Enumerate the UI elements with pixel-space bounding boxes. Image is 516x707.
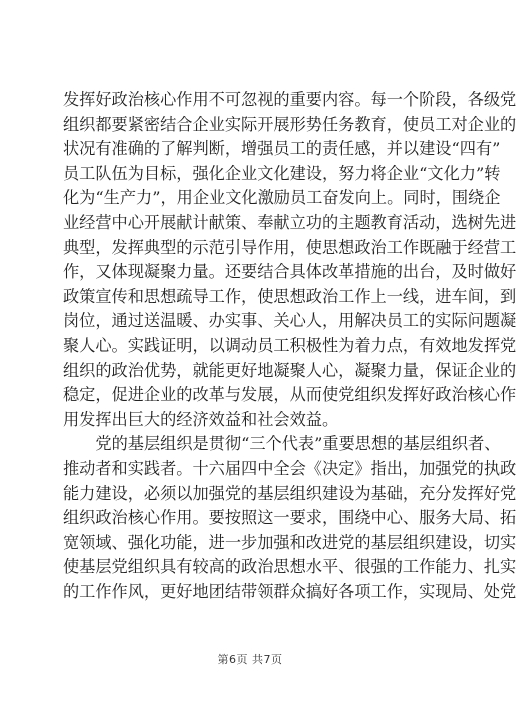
text-line: 员工队伍为目标，强化企业文化建设，努力将企业“文化力”转 [63,163,501,183]
page-footer: 第6页 共7页 [217,653,283,666]
text-line: 推动者和实践者。十六届四中全会《决定》指出，加强党的执政 [63,458,516,478]
text-line: 作，又体现凝聚力量。还要结合具体改革措施的出台，及时做好 [63,262,516,282]
text-line: 能力建设，必须以加强党的基层组织建设为基础，充分发挥好党 [63,483,516,503]
text-line: 状况有准确的了解判断，增强员工的责任感，并以建设“四有” [63,139,501,159]
text-line: 组织政治核心作用。要按照这一要求，围绕中心、服务大局、拓 [63,508,516,528]
text-line: 宽领域、强化功能，进一步加强和改进党的基层组织建设，切实 [63,532,516,552]
text-line: 使基层党组织具有较高的政治思想水平、很强的工作能力、扎实 [63,557,516,577]
text-line: 稳定，促进企业的改革与发展，从而使党组织发挥好政治核心作 [63,385,516,405]
paragraph [63,88,516,432]
text-line: 发挥好政治核心作用不可忽视的重要内容。每一个阶段，各级党 [63,90,516,109]
text-line: 业经营中心开展献计献策、奉献立功的主题教育活动，选树先进 [63,212,516,232]
text-line: 政策宣传和思想疏导工作，使思想政治工作上一线，进车间，到 [63,286,516,306]
text-line: 岗位，通过送温暖、办实事、关心人，用解决员工的实际问题凝 [63,311,516,331]
text-line: 典型，发挥典型的示范引导作用，使思想政治工作既融于经营工 [63,237,516,257]
text-line: 化为“生产力”，用企业文化激励员工奋发向上。同时，围绕企 [63,188,501,208]
text-line: 组织都要紧密结合企业实际开展形势任务教育，使员工对企业的 [63,114,516,134]
text-line: 用发挥出巨大的经济效益和社会效益。 [63,409,339,429]
text-line: 党的基层组织是贯彻“三个代表”重要思想的基层组织者、 [95,434,501,454]
text-line: 聚人心。实践证明，以调动员工积极性为着力点，有效地发挥党 [63,335,516,355]
paragraph [63,432,516,604]
body-text [63,88,516,604]
text-line: 组织的政治优势，就能更好地凝聚人心，凝聚力量，保证企业的 [63,360,516,380]
text-line: 的工作作风，更好地团结带领群众搞好各项工作，实现局、处党 [63,581,516,601]
